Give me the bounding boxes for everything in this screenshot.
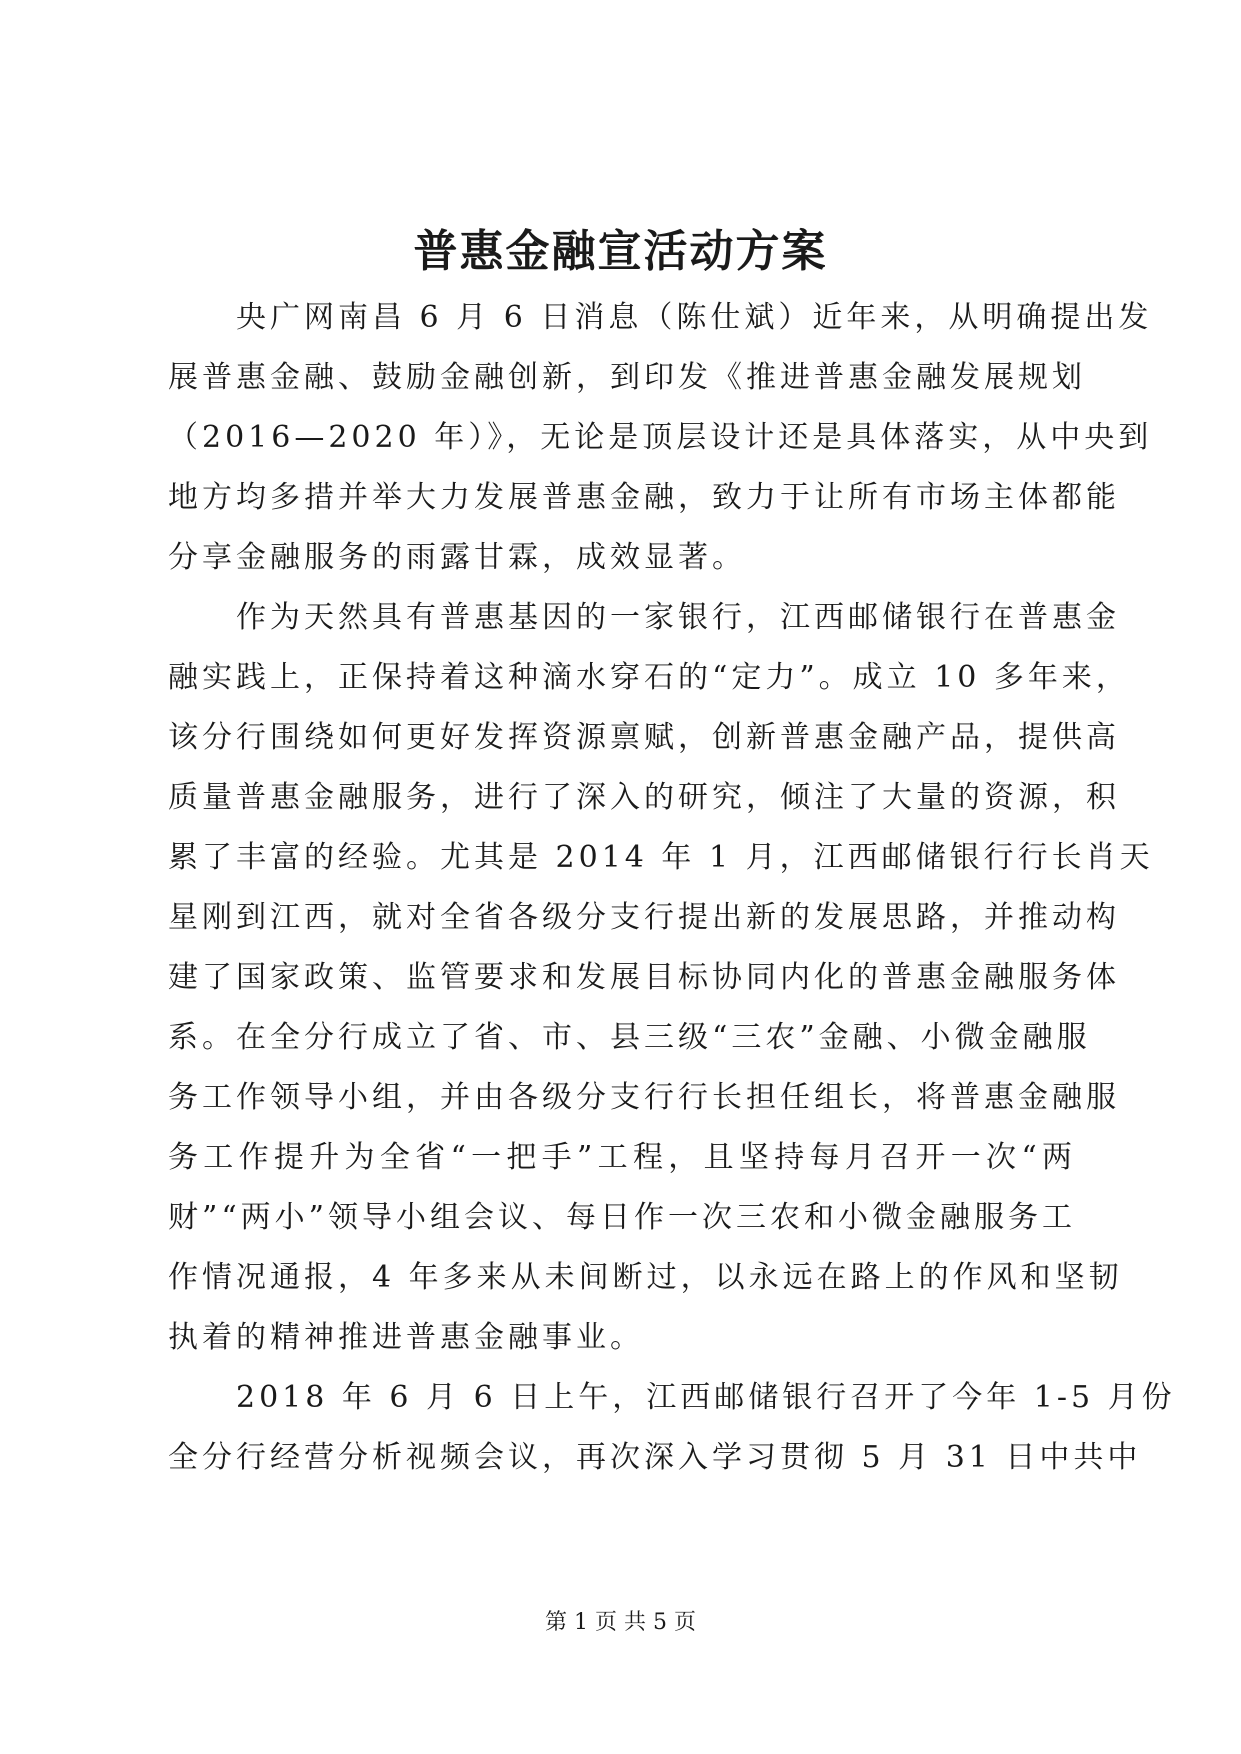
text-line: 累了丰富的经验。尤其是 2014 年 1 月，江西邮储银行行长肖天 <box>168 840 1154 875</box>
text-line: 融实践上，正保持着这种滴水穿石的“定力”。成立 10 多年来， <box>168 660 1130 695</box>
paragraph <box>168 588 1154 1368</box>
text-line: 分享金融服务的雨露甘霖，成效显著。 <box>168 540 746 575</box>
text-line: 该分行围绕如何更好发挥资源禀赋，创新普惠金融产品，提供高 <box>168 720 1120 755</box>
text-line: 央广网南昌 6 月 6 日消息（陈仕斌）近年来，从明确提出发 <box>168 300 1153 335</box>
text-line: 星刚到江西，就对全省各级分支行提出新的发展思路，并推动构 <box>168 900 1120 935</box>
text-line: 系。在全分行成立了省、市、县三级“三农”金融、小微金融服 <box>168 1020 1091 1055</box>
paragraph <box>168 1368 1176 1488</box>
document-title: 普惠金融宣活动方案 <box>413 226 828 277</box>
text-line: 执着的精神推进普惠金融事业。 <box>168 1320 644 1355</box>
text-line: 建了国家政策、监管要求和发展目标协同内化的普惠金融服务体 <box>168 960 1120 995</box>
text-line: 务工作领导小组，并由各级分支行行长担任组长，将普惠金融服 <box>168 1080 1120 1115</box>
text-line: 财”“两小”领导小组会议、每日作一次三农和小微金融服务工 <box>168 1200 1077 1235</box>
text-line: 务工作提升为全省“一把手”工程，且坚持每月召开一次“两 <box>168 1140 1076 1175</box>
document-body <box>168 288 1176 1488</box>
paragraph <box>168 288 1153 588</box>
text-line: 地方均多措并举大力发展普惠金融，致力于让所有市场主体都能 <box>168 480 1120 515</box>
text-line: 2018 年 6 月 6 日上午，江西邮储银行召开了今年 1-5 月份 <box>168 1380 1176 1415</box>
page-footer: 第 1 页 共 5 页 <box>545 1610 696 1635</box>
text-line: 作为天然具有普惠基因的一家银行，江西邮储银行在普惠金 <box>168 600 1120 635</box>
text-line: （2016—2020 年）》，无论是顶层设计还是具体落实，从中央到 <box>168 420 1153 455</box>
text-line: 质量普惠金融服务，进行了深入的研究，倾注了大量的资源，积 <box>168 780 1120 815</box>
text-line: 全分行经营分析视频会议，再次深入学习贯彻 5 月 31 日中共中 <box>168 1440 1142 1475</box>
text-line: 展普惠金融、鼓励金融创新，到印发《推进普惠金融发展规划 <box>168 360 1086 395</box>
text-line: 作情况通报，4 年多来从未间断过，以永远在路上的作风和坚韧 <box>168 1260 1123 1295</box>
